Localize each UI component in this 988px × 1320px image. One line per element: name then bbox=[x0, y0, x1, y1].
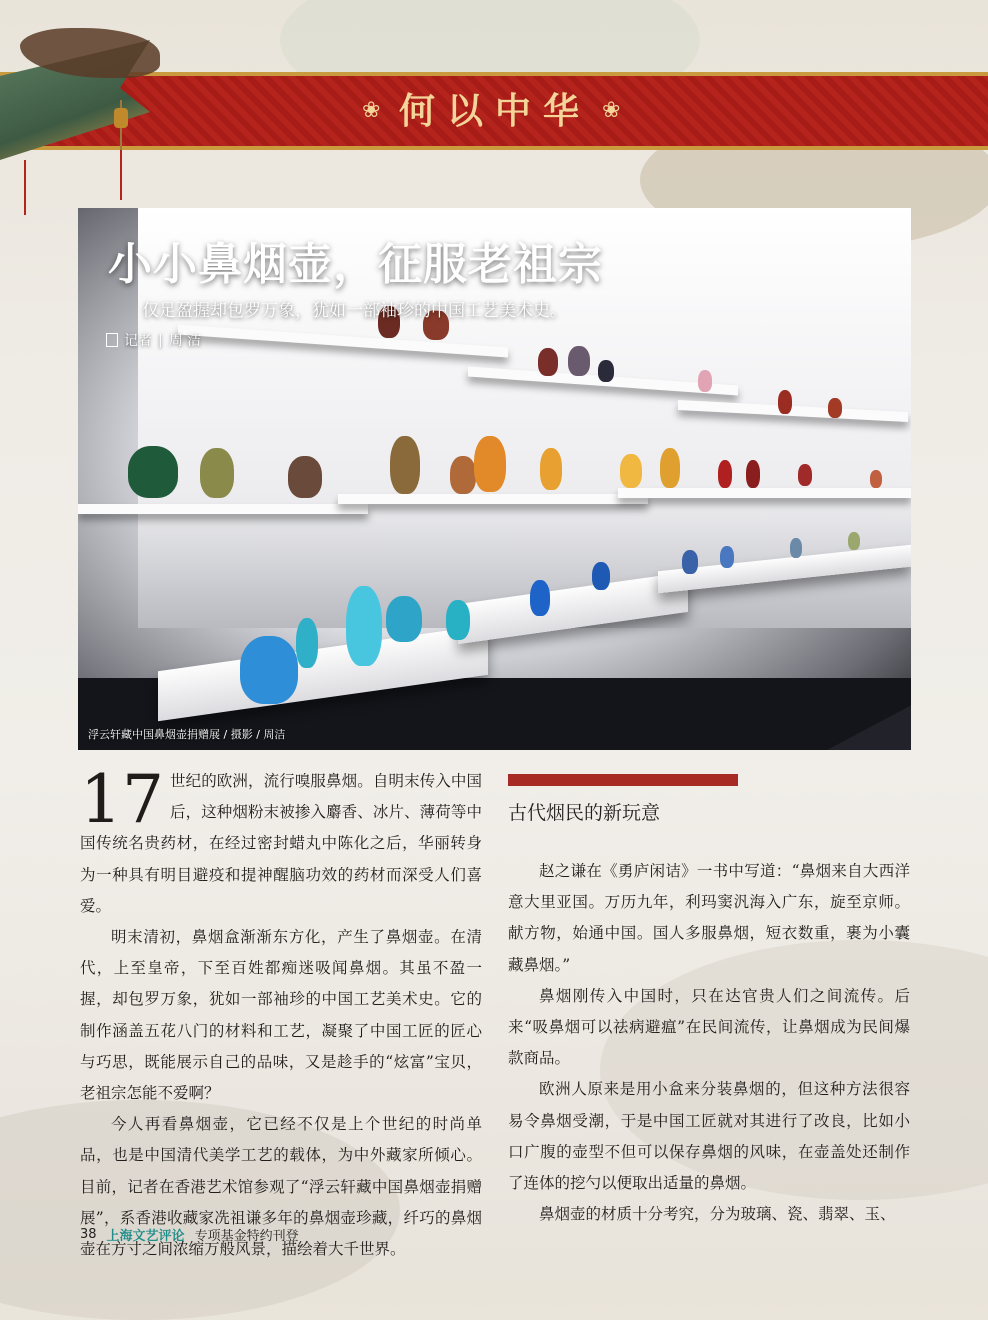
snuff-bottle bbox=[720, 546, 734, 568]
paragraph: 鼻烟壶的材质十分考究，分为玻璃、瓷、翡翠、玉、 bbox=[539, 1205, 896, 1224]
shelf bbox=[338, 494, 648, 504]
snuff-bottle bbox=[798, 464, 812, 486]
page-footer bbox=[80, 1225, 299, 1244]
article-headline: 小小鼻烟壶，征服老祖宗 bbox=[108, 239, 603, 290]
cloud-ornament-icon: ❀ bbox=[362, 98, 381, 123]
byline-divider: | bbox=[158, 332, 163, 348]
snuff-bottle bbox=[540, 448, 562, 490]
snuff-bottle bbox=[718, 460, 732, 488]
snuff-bottle bbox=[390, 436, 420, 494]
dropcap: 17 bbox=[80, 761, 164, 838]
snuff-bottle bbox=[660, 448, 680, 488]
snuff-bottle bbox=[778, 390, 792, 414]
snuff-bottle bbox=[128, 446, 178, 498]
section-bar bbox=[508, 774, 738, 786]
publication-note: 专项基金特约刊登 bbox=[194, 1229, 299, 1244]
paragraph: 赵之谦在《勇庐闲诘》一书中写道：“鼻烟来自大西洋意大里亚国。万历九年，利玛窦汎海入广东，旋至京师。献方物，始通中国。国人多服鼻烟，短衣数重，裹为小囊藏鼻烟。” bbox=[508, 862, 910, 974]
snuff-bottle bbox=[682, 550, 698, 574]
paragraph: 17 世纪的欧洲，流行嗅服鼻烟。自明末传入中国后，这种烟粉末被掺入麝香、冰片、薄荷等中国传统名贵药材，在经过密封蜡丸中陈化之后，华丽转身为一种具有明目避疫和提神醒脑功效的药材而深受人们喜爱。 bbox=[80, 761, 482, 915]
snuff-bottle bbox=[698, 370, 712, 392]
article-subhead: 仅足盈握却包罗万象，犹如一部袖珍的中国工艺美术史。 bbox=[142, 301, 567, 321]
snuff-bottle bbox=[240, 636, 298, 704]
snuff-bottle bbox=[474, 436, 506, 492]
snuff-bottle bbox=[620, 454, 642, 488]
column-title: 何以中华 bbox=[398, 89, 591, 132]
byline-label: 记者 bbox=[124, 333, 152, 349]
tassel-icon bbox=[24, 160, 26, 215]
snuff-bottle bbox=[530, 580, 550, 616]
snuff-bottle bbox=[746, 460, 760, 488]
page-number: 38 bbox=[80, 1227, 97, 1242]
snuff-bottle bbox=[386, 596, 422, 642]
right-column bbox=[508, 856, 910, 1230]
left-column bbox=[80, 761, 482, 1265]
paragraph: 今人再看鼻烟壶，它已经不仅是上个世纪的时尚单品，也是中国清代美学工艺的载体，为中外藏家所倾心。目前，记者在香港艺术馆参观了“浮云轩藏中国鼻烟壶捐赠展”，系香港收藏家冼祖谦多年的鼻烟壶珍藏，纤巧的鼻烟壶在方寸之间浓缩万般风景，描绘着大千世界。 bbox=[80, 1115, 482, 1259]
snuff-bottle bbox=[568, 346, 590, 376]
photo-caption: 浮云轩藏中国鼻烟壶捐赠展 / 摄影 / 周洁 bbox=[88, 728, 286, 741]
snuff-bottle bbox=[450, 456, 476, 494]
tassel-icon bbox=[120, 150, 122, 200]
pen-icon bbox=[106, 333, 118, 347]
snuff-bottle bbox=[848, 532, 860, 550]
paragraph: 鼻烟刚传入中国时，只在达官贵人们之间流传。后来“吸鼻烟可以祛病避瘟”在民间流传，让鼻烟成为民间爆款商品。 bbox=[508, 986, 910, 1068]
snuff-bottle bbox=[346, 586, 382, 666]
byline-name: 周 洁 bbox=[168, 333, 202, 349]
bell-icon bbox=[114, 108, 128, 128]
snuff-bottle bbox=[592, 562, 610, 590]
snuff-bottle bbox=[288, 456, 322, 498]
snuff-bottle bbox=[538, 348, 558, 376]
byline bbox=[106, 330, 201, 350]
snuff-bottle bbox=[296, 618, 318, 668]
snuff-bottle bbox=[598, 360, 614, 382]
snuff-bottle bbox=[790, 538, 802, 558]
paragraph: 明末清初，鼻烟盒渐渐东方化，产生了鼻烟壶。在清代，上至皇帝，下至百姓都痴迷吸闻鼻烟。其虽不盈一握，却包罗万象，犹如一部袖珍的中国工艺美术史。它的制作涵盖五花八门的材料和工艺，凝聚了中国工匠的匠心与巧思，既能展示自己的品味，又是趁手的“炫富”宝贝，老祖宗怎能不爱啊？ bbox=[80, 928, 482, 1103]
snuff-bottle bbox=[870, 470, 882, 488]
publication-name: 上海文艺评论 bbox=[106, 1229, 185, 1244]
shelf bbox=[78, 504, 368, 514]
snuff-bottle bbox=[200, 448, 234, 498]
section-title: 古代烟民的新玩意 bbox=[508, 802, 661, 824]
snuff-bottle bbox=[828, 398, 842, 418]
snuff-bottle bbox=[446, 600, 470, 640]
paragraph: 欧洲人原来是用小盒来分装鼻烟的，但这种方法很容易令鼻烟受潮，于是中国工匠就对其进行了改良，比如小口广腹的壶型不但可以保存鼻烟的风味，在壶盖处还制作了连体的挖勺以便取出适量的鼻烟。 bbox=[508, 1080, 910, 1193]
shelf bbox=[618, 488, 911, 498]
cloud-ornament-icon: ❀ bbox=[602, 98, 621, 123]
